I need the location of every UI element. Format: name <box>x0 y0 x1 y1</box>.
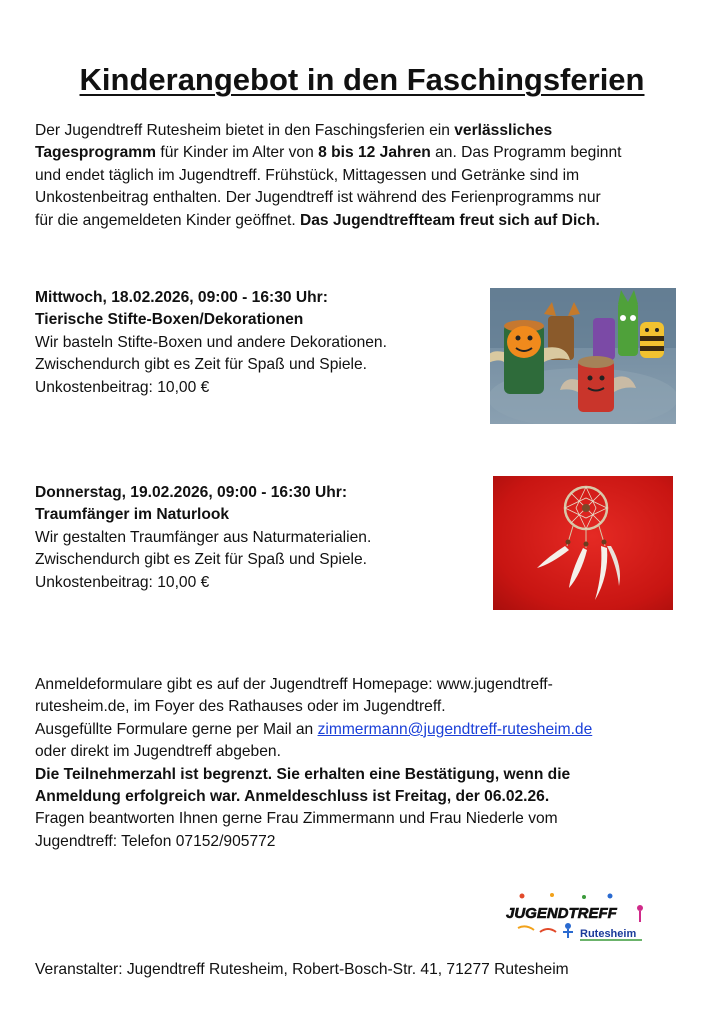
event-description: Zwischendurch gibt es Zeit für Spaß und Spiele. <box>35 356 367 374</box>
info-line: rutesheim.de, im Foyer des Rathauses oder im Jugendtreff. <box>35 698 446 716</box>
event-date: Donnerstag, 19.02.2026, 09:00 - 16:30 Uhr: <box>35 484 348 501</box>
event-date: Mittwoch, 18.02.2026, 09:00 - 16:30 Uhr: <box>35 289 328 306</box>
intro-line-2 <box>35 142 695 164</box>
page-title: Kinderangebot in den Faschingsferien <box>79 62 645 97</box>
intro-text: für Kinder im Alter von <box>156 144 319 162</box>
info-line: oder direkt im Jugendtreff abgeben. <box>35 743 281 761</box>
event-fee: Unkostenbeitrag: 10,00 € <box>35 378 210 396</box>
event-description: Zwischendurch gibt es Zeit für Spaß und Spiele. <box>35 551 367 569</box>
registration-deadline: Anmeldung erfolgreich war. Anmeldeschluss ist Freitag, der 06.02.26. <box>35 788 550 806</box>
info-line: Anmeldeformulare gibt es auf der Jugendtreff Homepage: www.jugendtreff- <box>35 676 553 693</box>
event-title: Tierische Stifte-Boxen/Dekorationen <box>35 311 304 329</box>
logo-place: Rutesheim <box>580 928 637 940</box>
organizer-footer: Veranstalter: Jugendtreff Rutesheim, Robert-Bosch-Str. 41, 71277 Rutesheim <box>35 961 569 978</box>
event-fee: Unkostenbeitrag: 10,00 € <box>35 573 210 591</box>
info-text: Ausgefüllte Formulare gerne per Mail an <box>35 720 318 738</box>
intro-line-3: und endet täglich im Jugendtreff. Frühstück, Mittagessen und Getränke sind im <box>35 166 580 184</box>
pen-boxes-photo <box>490 288 676 424</box>
dreamcatcher-photo <box>493 476 673 610</box>
intro-emphasis: verlässliches <box>454 122 553 139</box>
contact-phone: Jugendtreff: Telefon 07152/905772 <box>35 832 276 850</box>
intro-text: an. Das Programm beginnt <box>430 144 622 162</box>
age-range: 8 bis 12 Jahren <box>318 144 431 162</box>
jugendtreff-logo <box>500 892 648 942</box>
team-greeting: Das Jugendtreffteam freut sich auf Dich. <box>300 211 600 229</box>
event-title: Traumfänger im Naturlook <box>35 506 230 524</box>
event-wednesday <box>35 287 475 399</box>
email-link[interactable]: zimmermann@jugendtreff-rutesheim.de <box>317 720 593 738</box>
registration-info <box>35 674 695 853</box>
pen-boxes-illustration <box>490 288 676 424</box>
intro-line-4: Unkostenbeitrag enthalten. Der Jugendtreff ist während des Ferienprogramms nur <box>35 189 601 207</box>
info-line <box>35 719 695 741</box>
intro-text: Der Jugendtreff Rutesheim bietet in den Faschingsferien ein <box>35 122 455 139</box>
event-description: Wir gestalten Traumfänger aus Naturmaterialien. <box>35 528 372 546</box>
intro-emphasis: Tagesprogramm <box>35 144 157 162</box>
intro-text: für die angemeldeten Kinder geöffnet. <box>35 211 300 229</box>
participant-limit-notice: Die Teilnehmerzahl ist begrenzt. Sie erhalten eine Bestätigung, wenn die <box>35 765 571 783</box>
intro-paragraph <box>35 120 695 232</box>
dreamcatcher-illustration <box>493 476 673 610</box>
logo-wordmark: JUGENDTREFF <box>506 905 617 922</box>
event-thursday <box>35 482 475 594</box>
info-line: Fragen beantworten Ihnen gerne Frau Zimmermann und Frau Niederle vom <box>35 810 558 828</box>
event-description: Wir basteln Stifte-Boxen und andere Dekorationen. <box>35 333 387 351</box>
intro-line-1 <box>35 120 695 142</box>
jugendtreff-logo-graphic <box>500 892 648 942</box>
intro-line-5 <box>35 210 695 232</box>
